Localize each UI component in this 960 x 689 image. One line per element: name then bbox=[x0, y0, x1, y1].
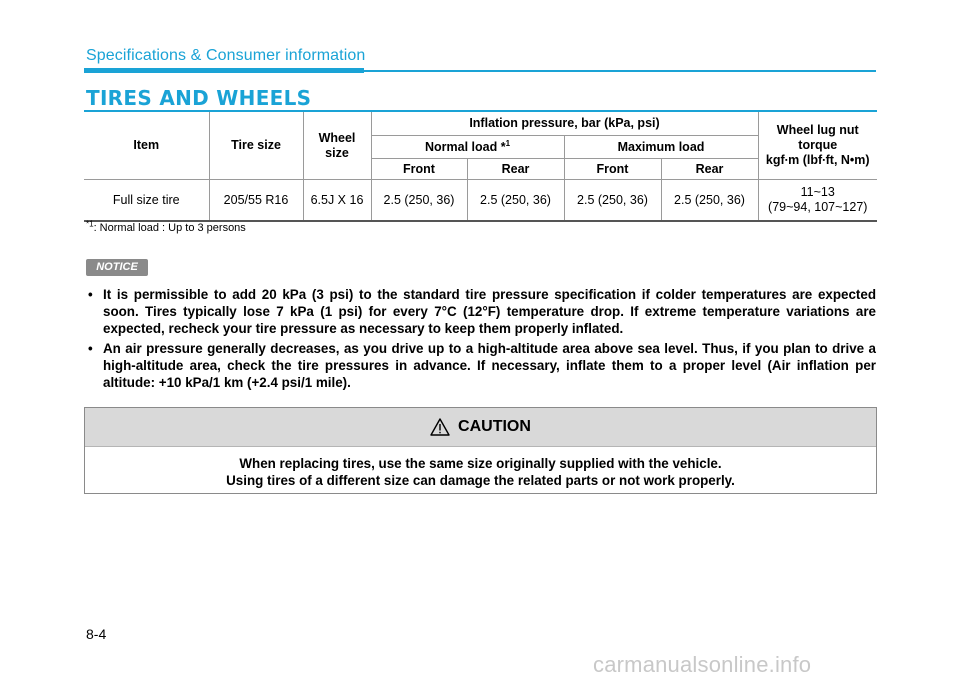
col-header-inflation: Inflation pressure, bar (kPa, psi) bbox=[371, 111, 758, 136]
normal-load-label: Normal load * bbox=[424, 139, 506, 154]
list-item bbox=[86, 286, 876, 337]
bullet-icon: • bbox=[88, 287, 93, 302]
cell-normal-front: 2.5 (250, 36) bbox=[371, 180, 467, 222]
caution-line-2: Using tires of a different size can damage the related parts or not work properly. bbox=[226, 473, 735, 488]
table-footnote bbox=[86, 219, 246, 234]
col-header-item: Item bbox=[84, 111, 209, 180]
col-header-normal-rear: Rear bbox=[467, 159, 564, 180]
caution-title: CAUTION bbox=[458, 418, 531, 435]
watermark: carmanualsonline.info bbox=[593, 652, 812, 677]
col-header-normal-load bbox=[371, 136, 564, 159]
caution-line-1: When replacing tires, use the same size originally supplied with the vehicle. bbox=[239, 456, 722, 471]
header-rule-thick bbox=[84, 68, 364, 73]
lug-nut-label: Wheel lug nut torque bbox=[776, 123, 859, 152]
header-rule-thin bbox=[364, 70, 876, 72]
cell-lug-torque bbox=[758, 180, 877, 222]
notice-badge: NOTICE bbox=[86, 259, 148, 276]
page-number: 8-4 bbox=[86, 626, 107, 642]
col-header-normal-front: Front bbox=[371, 159, 467, 180]
notice-text-1: It is permissible to add 20 kPa (3 psi) to the standard tire pressure specification if colder temperatures are expected soon. Tires typically lose 7 kPa (1 psi) for every 7°C (12°F) temperature drop. If extreme temperature variations are expected, recheck your tire pressure as necessary to keep them properly inflated. bbox=[103, 287, 876, 336]
normal-load-mark: 1 bbox=[505, 138, 511, 148]
col-header-wheel-size: Wheel size bbox=[303, 111, 371, 180]
list-item bbox=[86, 340, 876, 391]
notice-text-2: An air pressure generally decreases, as you drive up to a high-altitude area above sea level. Thus, if you plan to drive a high-altitude area, check the tire pressures in advance. If necessary, inflate them to a proper level (Air inflation per altitude: +10 kPa/1 km (+2.4 psi/1 mile). bbox=[103, 341, 876, 390]
tire-spec-table bbox=[84, 110, 877, 222]
lug-torque-kgf: 11~13 bbox=[800, 185, 835, 199]
col-header-max-rear: Rear bbox=[661, 159, 758, 180]
lug-torque-other: (79~94, 107~127) bbox=[768, 200, 868, 214]
footnote-mark: *1 bbox=[86, 219, 94, 229]
caution-header bbox=[85, 408, 876, 447]
col-header-maximum-load: Maximum load bbox=[564, 136, 758, 159]
lug-nut-unit: kgf∙m (lbf∙ft, N•m) bbox=[765, 153, 870, 167]
col-header-max-front: Front bbox=[564, 159, 661, 180]
col-header-lug-nut bbox=[758, 111, 877, 180]
cell-max-rear: 2.5 (250, 36) bbox=[661, 180, 758, 222]
notice-list bbox=[86, 286, 876, 394]
col-header-tire-size: Tire size bbox=[209, 111, 303, 180]
chapter-title: Specifications & Consumer information bbox=[86, 47, 366, 64]
cell-max-front: 2.5 (250, 36) bbox=[564, 180, 661, 222]
section-title: TIRES AND WHEELS bbox=[86, 86, 312, 110]
cell-tire-size: 205/55 R16 bbox=[209, 180, 303, 222]
cell-normal-rear: 2.5 (250, 36) bbox=[467, 180, 564, 222]
cell-item: Full size tire bbox=[84, 180, 209, 222]
table-row bbox=[84, 180, 877, 222]
caution-box bbox=[84, 407, 877, 494]
bullet-icon: • bbox=[88, 341, 93, 356]
cell-wheel-size: 6.5J X 16 bbox=[303, 180, 371, 222]
warning-triangle-icon bbox=[430, 418, 450, 436]
footnote-text: : Normal load : Up to 3 persons bbox=[93, 222, 246, 234]
caution-body bbox=[85, 447, 876, 489]
